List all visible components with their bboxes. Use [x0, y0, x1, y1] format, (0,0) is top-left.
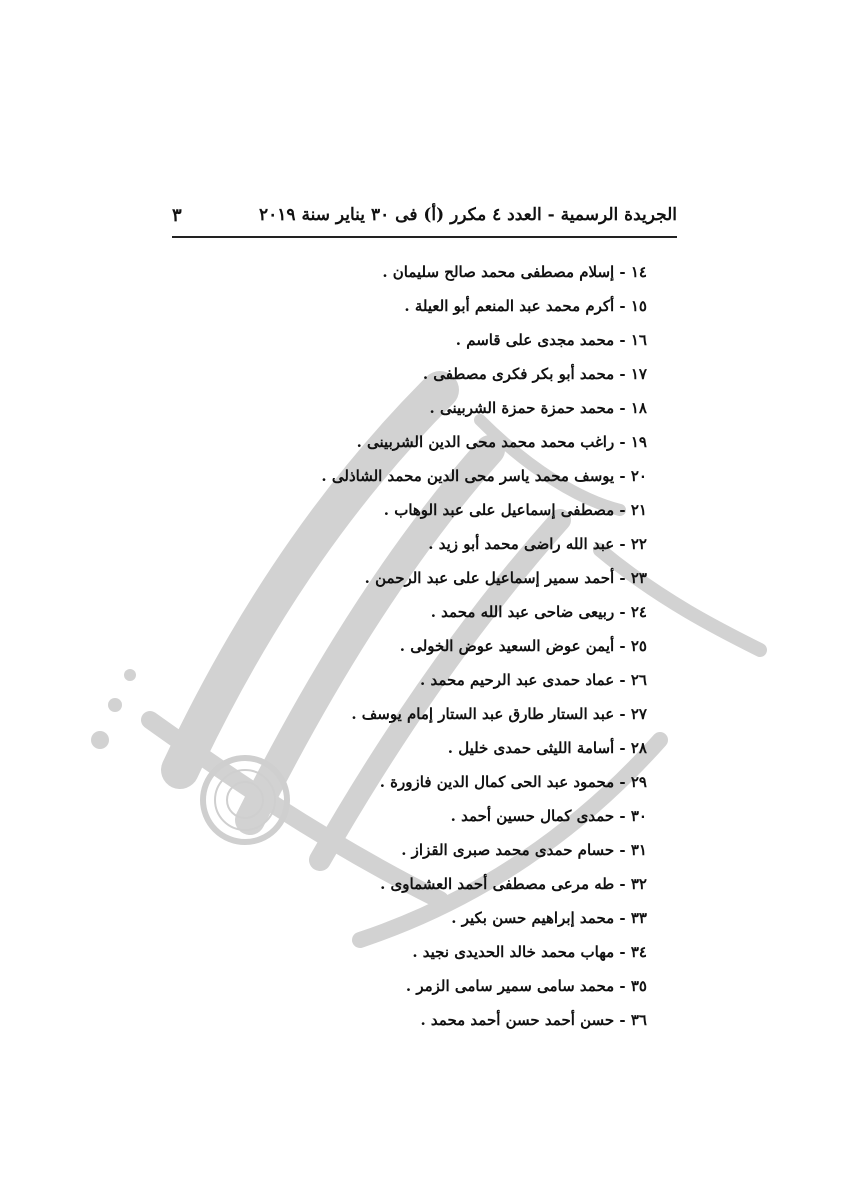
list-item: ٣٠ - حمدى كمال حسين أحمد .	[450, 807, 647, 825]
list-item: ٢٠ - يوسف محمد ياسر محى الدين محمد الشاذلى .	[321, 467, 647, 485]
header-rule	[172, 236, 677, 238]
list-item: ٢٨ - أسامة الليثى حمدى خليل .	[447, 739, 647, 757]
list-item: ١٥ - أكرم محمد عبد المنعم أبو العيلة .	[404, 297, 647, 315]
list-item: ٣٥ - محمد سامى سمير سامى الزمر .	[405, 977, 647, 995]
list-item: ٢٤ - ربيعى ضاحى عبد الله محمد .	[430, 603, 647, 621]
list-item: ٣٢ - طه مرعى مصطفى أحمد العشماوى .	[380, 875, 647, 893]
list-item: ٢٥ - أيمن عوض السعيد عوض الخولى .	[399, 637, 647, 655]
list-item: ٢٩ - محمود عبد الحى كمال الدين فازورة .	[379, 773, 647, 791]
list-item: ٢٢ - عبد الله راضى محمد أبو زيد .	[428, 535, 647, 553]
page-number: ٣	[172, 204, 182, 226]
names-list	[300, 255, 647, 1037]
list-item: ٣٣ - محمد إبراهيم حسن بكير .	[451, 909, 647, 927]
header-title: الجريدة الرسمية - العدد ٤ مكرر (أ) فى ٣٠ يناير سنة ٢٠١٩	[259, 205, 677, 225]
list-item: ١٦ - محمد مجدى على قاسم .	[455, 331, 647, 349]
list-item: ١٨ - محمد حمزة حمزة الشربينى .	[429, 399, 647, 417]
list-item: ٢٧ - عبد الستار طارق عبد الستار إمام يوسف .	[351, 705, 647, 723]
list-item: ٣٦ - حسن أحمد حسن أحمد محمد .	[420, 1011, 647, 1029]
page-header	[172, 198, 677, 232]
list-item: ١٩ - راغب محمد محمد محى الدين الشربينى .	[356, 433, 647, 451]
list-item: ١٧ - محمد أبو بكر فكرى مصطفى .	[422, 365, 647, 383]
list-item: ٢٣ - أحمد سمير إسماعيل على عبد الرحمن .	[364, 569, 647, 587]
list-item: ١٤ - إسلام مصطفى محمد صالح سليمان .	[382, 263, 647, 281]
list-item: ٣٤ - مهاب محمد خالد الحديدى نجيد .	[412, 943, 647, 961]
list-item: ٣١ - حسام حمدى محمد صبرى القزاز .	[401, 841, 647, 859]
list-item: ٢٦ - عماد حمدى عبد الرحيم محمد .	[420, 671, 647, 689]
list-item: ٢١ - مصطفى إسماعيل على عبد الوهاب .	[383, 501, 647, 519]
